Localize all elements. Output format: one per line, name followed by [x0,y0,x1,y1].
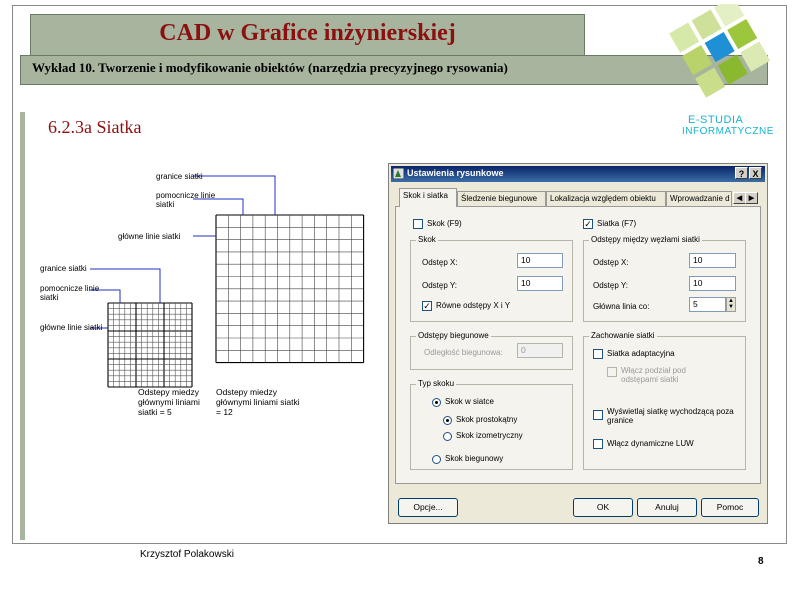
snap-y-label: Odstęp Y: [422,281,457,290]
display-beyond-limits-label: Wyświetlaj siatkę wychodzącą poza granice [607,407,734,425]
large-grid-label-limits: granice siatki [156,172,203,181]
tab-object-snap[interactable]: Lokalizacja względem obiektu [546,191,666,206]
tab-scroll-right-icon[interactable]: ▶ [745,192,758,204]
subdivide-label: Włącz podział pod odstępami siatki [621,366,686,384]
grid-y-input[interactable]: 10 [689,276,736,291]
large-grid-label-major: główne linie siatki [118,232,181,241]
rect-snap-label: Skok prostokątny [456,415,518,424]
snap-x-input[interactable]: 10 [517,253,563,268]
major-line-input[interactable]: 5 [689,297,726,312]
grid-behavior-group-label: Zachowanie siatki [591,331,655,340]
section-title: 6.2.3a Siatka [48,117,142,137]
dialog-title-bar[interactable] [391,166,765,182]
equal-spacing-checkbox[interactable]: ✓ [423,301,431,311]
snap-group-label: Skok [418,235,436,244]
small-grid-label-limits: granice siatki [40,264,87,273]
iso-snap-label: Skok izometryczny [456,431,523,440]
major-line-label: Główna linia co: [593,302,650,311]
tab-scroll-arrows[interactable] [733,192,757,205]
snap-checkbox-label: Skok (F9) [427,219,462,228]
close-button[interactable]: X [749,167,762,179]
tab-snap-and-grid[interactable]: Skok i siatka [399,188,457,207]
tab-polar-tracking[interactable]: Śledzenie biegunowe [457,191,546,206]
display-beyond-limits-checkbox[interactable] [593,410,603,420]
polar-distance-input[interactable]: 0 [517,343,563,358]
grid-snap-label: Skok w siatce [445,397,494,406]
logo-text-line1: E-STUDIA [688,114,744,126]
ok-button[interactable]: OK [573,498,633,517]
tab-scroll-left-icon[interactable]: ◀ [733,192,746,204]
equal-spacing-label: Równe odstępy X i Y [436,301,511,310]
rect-snap-radio[interactable] [443,416,452,425]
tab-dynamic-input[interactable]: Wprowadzanie d [666,191,732,206]
subdivide-checkbox[interactable] [607,367,617,377]
polar-distance-label: Odległość biegunowa: [424,348,503,357]
e-studia-logo-icon [640,4,790,119]
adaptive-grid-label: Siatka adaptacyjna [607,349,675,358]
grid-y-label: Odstęp Y: [593,281,628,290]
grid-x-input[interactable]: 10 [689,253,736,268]
grid-group-label: Odstępy między węzłami siatki [591,235,700,244]
help-button[interactable]: Pomoc [701,498,759,517]
grid-checkbox[interactable]: ✓ [584,219,592,229]
snap-checkbox[interactable] [413,219,423,229]
polar-snap-radio[interactable] [432,455,441,464]
dynamic-ucs-checkbox[interactable] [593,439,603,449]
small-grid-caption: Odstepy miedzy głównymi liniami siatki = 5 [138,387,200,417]
iso-snap-radio[interactable] [443,432,452,441]
major-line-spinner-icon[interactable]: ▲ ▼ [726,297,736,312]
small-grid-label-minor: pomocnicze linie siatki [40,284,100,302]
small-grid-diagram [108,303,192,387]
page-number: 8 [758,556,764,567]
snap-x-label: Odstęp X: [422,258,458,267]
adaptive-grid-checkbox[interactable] [593,349,603,359]
footer-author: Krzysztof Polakowski [140,549,234,560]
dynamic-ucs-label: Włącz dynamiczne LUW [607,439,694,448]
left-accent-bar [20,112,25,540]
slide-subtitle: Wykład 10. Tworzenie i modyfikowanie obiektów (narzędzia precyzyjnego rysowania) [32,60,508,75]
grid-snap-radio[interactable] [432,398,441,407]
help-title-button[interactable]: ? [735,167,748,179]
large-grid-diagram [216,215,364,363]
app-icon [393,168,404,179]
large-grid-caption: Odstepy miedzy głównymi liniami siatki = 12 [216,387,300,417]
large-grid-label-minor: pomocnicze linie siatki [156,191,216,209]
polar-group-label: Odstępy biegunowe [418,331,489,340]
slide-title: CAD w Grafice inżynierskiej [159,20,456,46]
grid-checkbox-label: Siatka (F7) [597,219,637,228]
dialog-title: Ustawienia rysunkowe [407,168,504,178]
logo-text-line2: INFORMATYCZNE [682,126,774,137]
grid-x-label: Odstęp X: [593,258,629,267]
small-grid-label-major: główne linie siatki [40,323,103,332]
snap-type-group-label: Typ skoku [418,379,455,388]
polar-snap-label: Skok biegunowy [445,454,504,463]
cancel-button[interactable]: Anuluj [637,498,697,517]
options-button[interactable]: Opcje... [398,498,458,517]
snap-y-input[interactable]: 10 [517,276,563,291]
